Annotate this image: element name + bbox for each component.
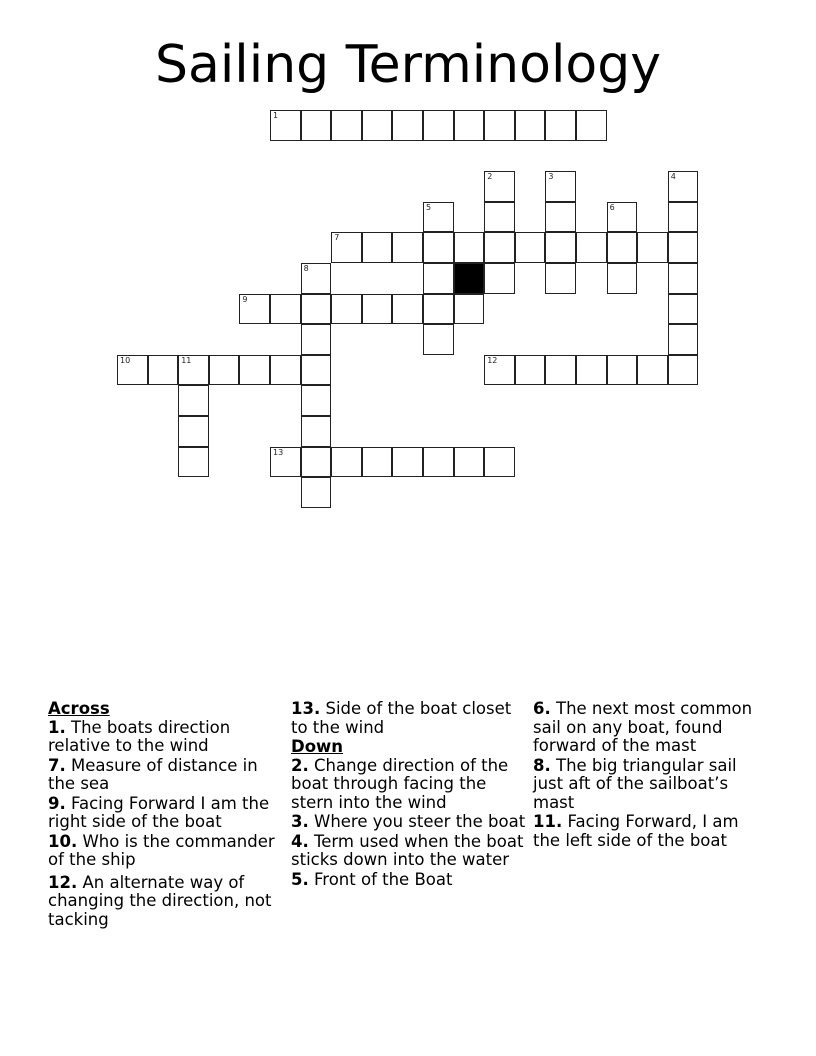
crossword-cell[interactable] [668,263,699,294]
crossword-cell[interactable] [178,416,209,447]
crossword-cell[interactable] [117,355,148,386]
clue-number: 7. [48,755,66,775]
crossword-cell[interactable] [515,232,546,263]
clue-across-7 [48,757,283,794]
clue-number: 5. [291,869,309,889]
clue-number: 2. [291,755,309,775]
clue-text: The next most common sail on any boat, found forward of the mast [533,699,753,755]
crossword-cell[interactable] [515,110,546,141]
crossword-cell[interactable] [545,232,576,263]
crossword-cell[interactable] [545,171,576,202]
crossword-cell[interactable] [301,447,332,478]
crossword-cell[interactable] [668,355,699,386]
clue-text: Change direction of the boat through facing the stern into the wind [291,755,509,812]
clue-number: 11. [533,812,563,831]
crossword-cell[interactable] [301,355,332,386]
crossword-cell[interactable] [301,294,332,325]
crossword-cell[interactable] [607,263,638,294]
crossword-cell[interactable] [178,355,209,386]
crossword-cell[interactable] [301,477,332,508]
crossword-cell[interactable] [362,110,393,141]
crossword-cell[interactable] [454,447,485,478]
clue-text: Front of the Boat [314,869,453,889]
cell-number: 4 [670,172,676,182]
crossword-cell[interactable] [607,232,638,263]
crossword-cell[interactable] [331,110,362,141]
clue-down-5 [291,871,526,890]
crossword-cell[interactable] [607,355,638,386]
clue-number: 12. [48,872,78,892]
crossword-cell[interactable] [178,447,209,478]
clue-down-8 [533,757,768,813]
crossword-cell[interactable] [392,294,423,325]
page-title: Sailing Terminology [154,35,661,95]
clues-column-2 [291,700,526,890]
crossword-cell[interactable] [209,355,240,386]
crossword-cell[interactable] [301,385,332,416]
crossword-cell[interactable] [423,110,454,141]
clue-across-12 [48,874,283,930]
cell-number: 1 [273,111,279,120]
crossword-cell[interactable] [484,232,515,263]
crossword-cell[interactable] [637,232,668,263]
crossword-cell[interactable] [576,355,607,386]
clue-number: 10. [48,831,78,851]
crossword-cell[interactable] [607,202,638,233]
cell-number: 13 [273,447,284,457]
cell-number: 10 [120,355,131,365]
cell-number: 9 [242,294,248,304]
black-square [454,263,485,294]
clue-number: 8. [533,755,551,775]
clue-across-13 [291,700,526,737]
crossword-cell[interactable] [637,355,668,386]
clue-down-4 [291,833,526,870]
crossword-cell[interactable] [423,263,454,294]
crossword-cell[interactable] [331,294,362,325]
crossword-cell[interactable] [270,447,301,478]
clue-down-11 [533,813,768,850]
crossword-cell[interactable] [392,110,423,141]
clue-text: Term used when the boat sticks down into the water [291,831,524,869]
clue-text: Who is the commander of the ship [48,831,275,869]
crossword-cell[interactable] [484,171,515,202]
crossword-cell[interactable] [545,355,576,386]
clue-down-3 [291,813,526,832]
clue-text: Where you steer the boat [314,812,526,831]
crossword-cell[interactable] [454,110,485,141]
crossword-cell[interactable] [515,355,546,386]
crossword-cell[interactable] [484,355,515,386]
cell-number: 12 [487,355,498,365]
crossword-cell[interactable] [423,294,454,325]
clues-column-3 [533,700,768,851]
clues-column-1 [48,700,283,930]
clue-down-6 [533,700,768,756]
crossword-cell[interactable] [484,202,515,233]
crossword-cell[interactable] [423,324,454,355]
clue-text: The big triangular sail just aft of the sailboat’s mast [533,755,737,812]
crossword-cell[interactable] [484,110,515,141]
crossword-cell[interactable] [423,232,454,263]
cell-number: 3 [548,172,554,182]
cell-number: 11 [181,355,192,365]
crossword-cell[interactable] [668,202,699,233]
clue-across-10 [48,833,283,870]
crossword-cell[interactable] [545,263,576,294]
clue-text: Measure of distance in the sea [48,755,258,793]
crossword-cell[interactable] [576,110,607,141]
clue-across-9 [48,795,283,832]
crossword-cell[interactable] [668,324,699,355]
clue-text: An alternate way of changing the direction, not tacking [48,872,272,929]
crossword-cell[interactable] [270,355,301,386]
crossword-cell[interactable] [545,202,576,233]
clue-number: 3. [291,812,309,831]
cell-number: 5 [426,202,432,212]
down-heading: Down [291,737,344,756]
crossword-cell[interactable] [484,447,515,478]
cell-number: 2 [487,172,493,182]
crossword-cell[interactable] [362,447,393,478]
clue-text: Facing Forward I am the right side of the boat [48,793,270,831]
crossword-cell[interactable] [239,355,270,386]
crossword-cell[interactable] [239,294,270,325]
crossword-cell[interactable] [392,232,423,263]
crossword-cell[interactable] [668,171,699,202]
crossword-cell[interactable] [668,294,699,325]
crossword-cell[interactable] [576,232,607,263]
crossword-cell[interactable] [301,110,332,141]
clue-number: 4. [291,831,309,851]
clue-across-1 [48,719,283,756]
crossword-cell[interactable] [301,263,332,294]
crossword-cell[interactable] [331,447,362,478]
crossword-cell[interactable] [301,324,332,355]
crossword-cell[interactable] [423,447,454,478]
clue-number: 13. [291,699,321,718]
clue-text: Facing Forward, I am the left side of the boat [533,812,739,850]
clue-number: 6. [533,699,551,718]
clue-number: 1. [48,717,66,737]
crossword-cell[interactable] [454,232,485,263]
crossword-cell[interactable] [423,202,454,233]
crossword-cell[interactable] [270,294,301,325]
crossword-cell[interactable] [301,416,332,447]
clue-number: 9. [48,793,66,813]
crossword-cell[interactable] [545,110,576,141]
cell-number: 8 [303,264,309,273]
crossword-cell[interactable] [362,232,393,263]
crossword-cell[interactable] [362,294,393,325]
clue-down-2 [291,757,526,813]
clue-text: Side of the boat closet to the wind [291,699,512,737]
crossword-cell[interactable] [392,447,423,478]
crossword-cell[interactable] [668,232,699,263]
crossword-cell[interactable] [454,294,485,325]
cell-number: 7 [334,233,340,243]
crossword-cell[interactable] [484,263,515,294]
crossword-cell[interactable] [178,385,209,416]
crossword-cell[interactable] [270,110,301,141]
cell-number: 6 [609,202,615,212]
across-heading: Across [48,699,110,718]
clue-text: The boats direction relative to the wind [48,717,231,755]
crossword-cell[interactable] [148,355,179,386]
crossword-cell[interactable] [331,232,362,263]
